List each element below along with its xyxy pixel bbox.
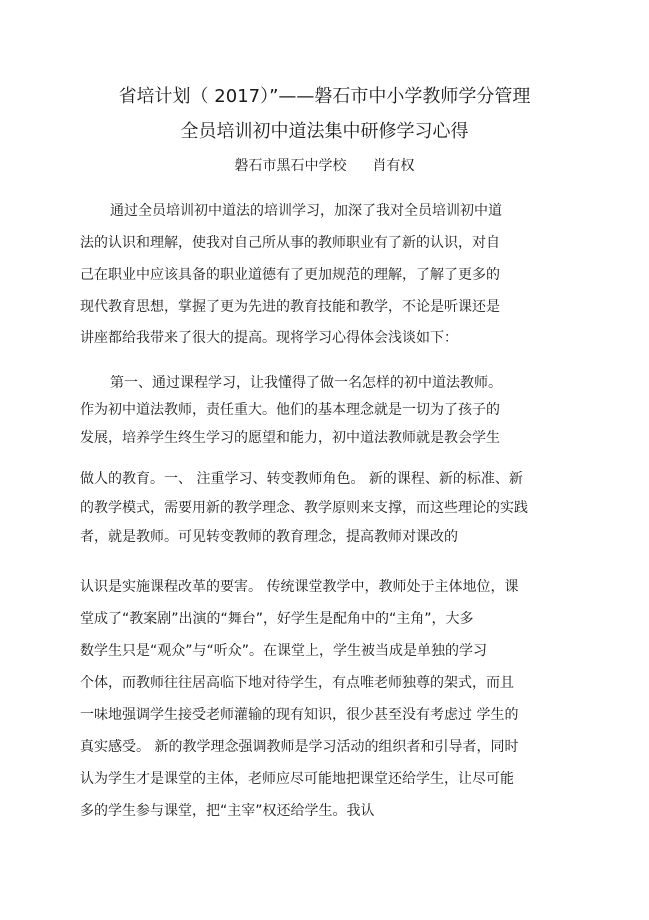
body-line: 的教学模式，需要用新的教学理念、教学原则来支撑，而这些理论的实践 <box>80 500 528 516</box>
document-title-line-2: 全员培训初中道法集中研修学习心得 <box>180 121 469 142</box>
body-line: 己在职业中应该具备的职业道德有了更加规范的理解，了解了更多的 <box>80 267 500 283</box>
body-line: 现代教育思想，掌握了更为先进的教育技能和教学，不论是听课还是 <box>80 299 500 315</box>
body-line: 者，就是教师。可见转变教师的教育理念，提高教师对课改的 <box>80 529 458 545</box>
author-name: 肖有权 <box>372 158 415 174</box>
author-school: 磐石市黑石中学校 <box>234 158 347 174</box>
document-title-line-1: 省培计划（ 2017）”——磐石市中小学教师学分管理 <box>118 86 531 107</box>
body-line: 讲座都给我带来了很大的提高。现将学习心得体会浅谈如下： <box>80 330 458 346</box>
body-line: 作为初中道法教师，责任重大。他们的基本理念就是一切为了孩子的 <box>80 402 500 418</box>
body-line: 堂成了“教案剧”出演的“舞台”，好学生是配角中的“主角”，大多 <box>80 611 474 627</box>
body-line: 法的认识和理解，使我对自己所从事的教师职业有了新的认识，对自 <box>80 235 500 251</box>
body-line: 通过全员培训初中道法的培训学习，加深了我对全员培训初中道 <box>110 203 502 219</box>
body-line: 一味地强调学生接受老师灌输的现有知识，很少甚至没有考虑过 学生的 <box>80 707 519 723</box>
body-line: 个体，而教师往往居高临下地对待学生，有点唯老师独尊的架式，而且 <box>80 675 514 691</box>
body-line: 多的学生参与课堂，把“主宰”权还给学生。我认 <box>80 803 375 819</box>
body-line: 数学生只是“观众”与“听众”。在课堂上，学生被当成是单独的学习 <box>80 643 488 659</box>
body-line: 认识是实施课程改革的要害。 传统课堂教学中，教师处于主体地位，课 <box>80 579 519 595</box>
body-line: 做人的教育。一、 注重学习、转变教师角色。 新的课程、新的标准、新 <box>80 471 523 487</box>
author-line <box>0 157 649 175</box>
body-line: 真实感受。 新的教学理念强调教师是学习活动的组织者和引导者，同时 <box>80 739 519 755</box>
body-line: 认为学生才是课堂的主体，老师应尽可能地把课堂还给学生，让尽可能 <box>80 771 514 787</box>
body-line: 第一、通过课程学习，让我懂得了做一名怎样的初中道法教师。 <box>110 375 502 391</box>
body-line: 发展，培养学生终生学习的愿望和能力，初中道法教师就是教会学生 <box>80 430 500 446</box>
